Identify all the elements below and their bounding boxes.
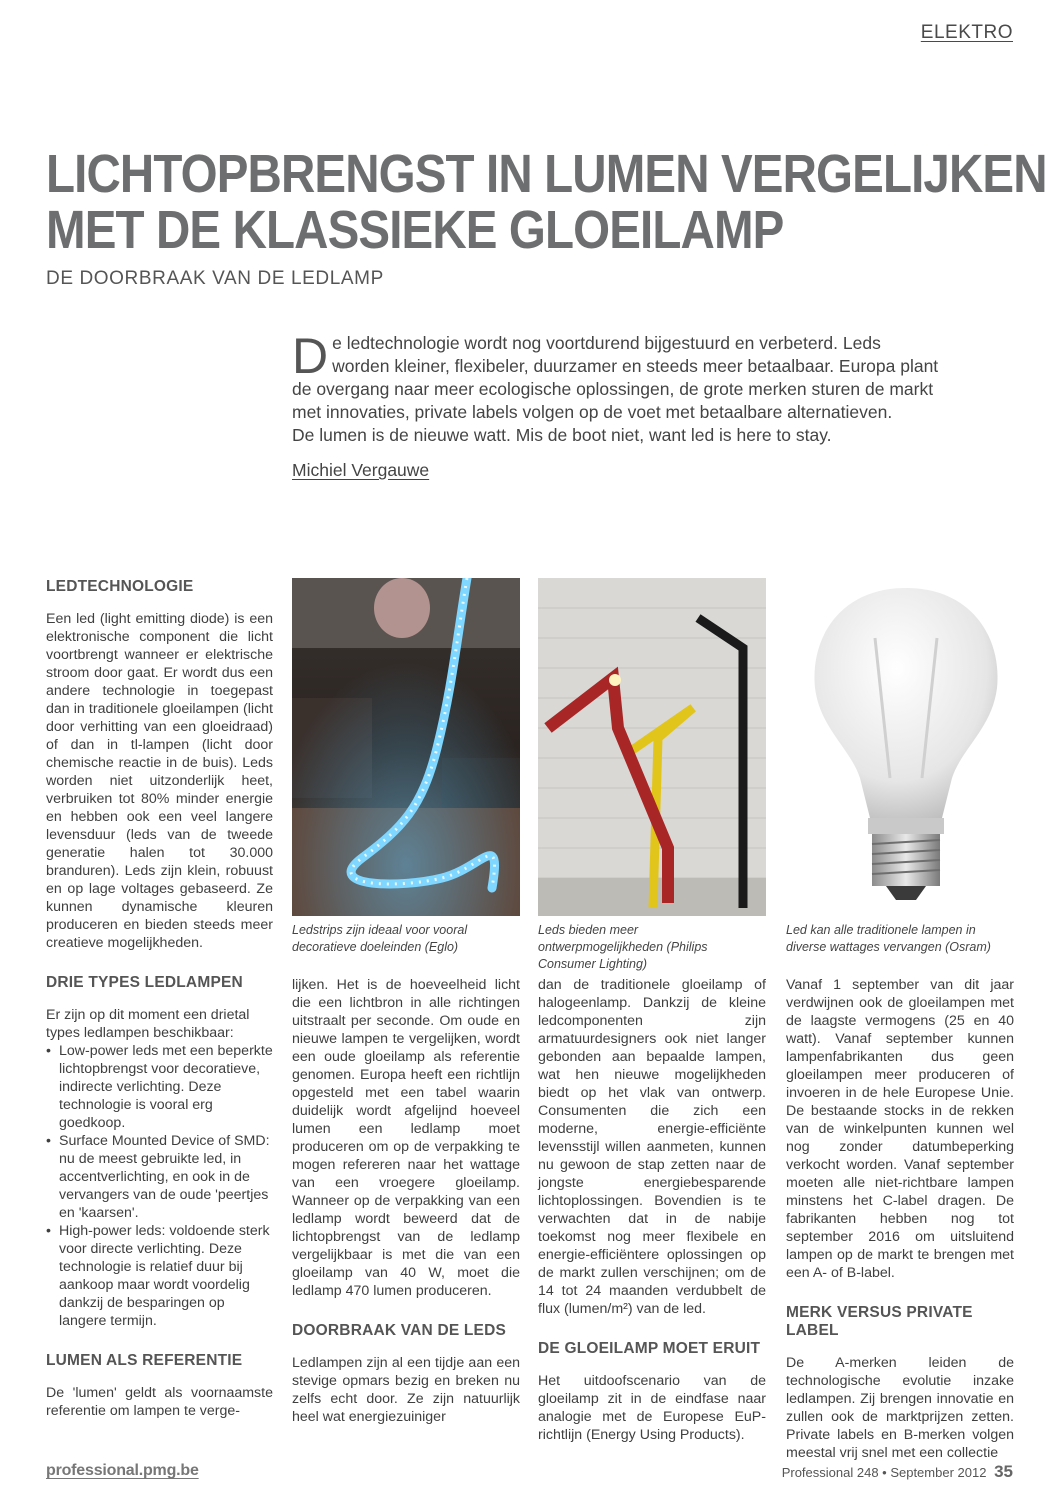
heading-gloeilamp: DE GLOEILAMP MOET ERUIT: [538, 1340, 761, 1357]
column-1: [46, 578, 273, 1420]
types-list: [46, 1042, 273, 1330]
intro-text: e ledtechnologie wordt nog voortdurend bijgestuurd en verbeterd. Leds worden kleiner, flexibeler, duurzamer en steeds meer betaalbaar. Europa plant de overgang naar meer ecologische oplossingen, de grote merken sturen de markt met innovaties, private labels volgen op de voet met betaalbare alternatieven.: [292, 333, 939, 422]
paragraph-gloeilamp: Het uitdoofscenario van de gloeilamp zit in de eindfase naar analogie met de Europese EuP-richtlijn (Energy Using Products).: [538, 1373, 766, 1443]
list-item: • Low-power leds met een beperkte lichtopbrengst voor decoratieve, indirecte verlichting. Deze technologie is vooral erg goedkoop.: [46, 1042, 273, 1132]
heading-doorbraak: DOORBRAAK VAN DE LEDS: [292, 1322, 507, 1339]
paragraph-lumen: De 'lumen' geldt als voornaamste referentie om lampen te verge-: [46, 1385, 273, 1419]
author-link[interactable]: Michiel Vergauwe: [292, 460, 430, 480]
paragraph-ledtechnologie: Een led (light emitting diode) is een elektronische component die licht voortbrengt wanneer er elektrische stroom door gaat. Er wordt dus een andere technologie in toegepast dan in traditionele gloeilampen (licht door verhitting van een gloeidraad) of dan in tl-lampen (licht door chemische reactie in de buis). Leds worden niet uitzonderlijk heet, verbruiken tot 80% minder energie en hebben ook een veel langere levensduur (leds van de tweede generatie halen tot 30.000 branduren). Leds zijn klein, robuust en op lage voltages gebaseerd. Ze kunnen dynamische kleuren produceren en bieden steeds meer creatieve mogelijkheden.: [46, 611, 273, 951]
section-tag: ELEKTRO: [920, 22, 1013, 43]
heading-merk: MERK VERSUS PRIVATE LABEL: [786, 1304, 973, 1339]
heading-drie-types: DRIE TYPES LEDLAMPEN: [46, 974, 243, 991]
heading-lumen: LUMEN ALS REFERENTIE: [46, 1352, 243, 1369]
footer-issue: [782, 1462, 1013, 1482]
intro-paragraph: [292, 328, 942, 447]
photo-design-lamps: [538, 578, 766, 916]
paragraph-doorbraak-cont: dan de traditionele gloeilamp of halogeenlamp. Dankzij de kleine ledcomponenten zijn armatuurdesigners ook niet langer gebonden aan bepaalde lampen, wat hen nieuwe mogelijkheden biedt op het vlak van ontwerp. Consumenten die zich een moderne, energie-efficiënte levensstijl willen aanmeten, kunnen nu gewoon de stap zetten naar de jongste energiebesparende lichtoplossingen. Bovendien is te verwachten dat in de nabije toekomst nog meer flexibele en energie-efficiëntere oplossingen op de markt zullen verschijnen; om de 14 tot 24 maanden verdubbelt de flux (lumen/m²) van de led.: [538, 977, 766, 1317]
article-title: [46, 144, 1047, 260]
caption-design-lamps: Leds bieden meer ontwerpmogelijkheden (Philips Consumer Lighting): [538, 923, 708, 971]
article-subtitle: DE DOORBRAAK VAN DE LEDLAMP: [46, 268, 384, 289]
photo-ledstrip: [292, 578, 520, 916]
column-4: [786, 976, 1014, 1462]
paragraph-doorbraak: Ledlampen zijn al een tijdje aan een stevige opmars bezig en breken nu zelfs echt door. Ze zijn natuurlijk heel wat energiezuiniger: [292, 1355, 520, 1425]
photo-led-bulb: [790, 578, 1022, 916]
page-number: 35: [994, 1462, 1013, 1481]
drop-cap: D: [292, 328, 329, 384]
issue-info: Professional 248 • September 2012: [781, 1465, 987, 1480]
column-2: [292, 976, 520, 1426]
paragraph-lumen-cont: lijken. Het is de hoeveelheid licht die een lichtbron in alle richtingen uitstraalt per seconde. Om oude en nieuwe lampen te vergelijken, wordt een oude gloeilamp als referentie genomen. Europa heeft een richtlijn opgesteld met een tabel waarin duidelijk wordt afgelijnd hoeveel lumen een ledlamp moet produceren om op de verpakking te mogen refereren naar het wattage van een vroegere gloeilamp. Wanneer op de verpakking van een ledlamp wordt beweerd dat de lichtopbrengst van de ledlamp vergelijkbaar is met die van een gloeilamp van 40 W, moet die ledlamp 470 lumen produceren.: [292, 977, 520, 1299]
caption-ledstrip: Ledstrips zijn ideaal voor vooral decoratieve doeleinden (Eglo): [292, 923, 468, 954]
column-3: [538, 976, 766, 1444]
paragraph-drie-types: Er zijn op dit moment een drietal types ledlampen beschikbaar:: [46, 1007, 250, 1041]
list-item: • High-power leds: voldoende sterk voor directe verlichting. Deze technologie is relatief duur bij aankoop maar wordt voordelig dankzij de besparingen op langere termijn.: [46, 1222, 273, 1330]
list-item: • Surface Mounted Device of SMD: nu de meest gebruikte led, in accentverlichting, en ook in de vervangers van de oude 'peertjes en 'kaarsen'.: [46, 1132, 273, 1222]
paragraph-gloeilamp-cont: Vanaf 1 september van dit jaar verdwijnen ook de gloeilampen met de laagste vermogens (25 en 40 watt). Vanaf september kunnen lampenfabrikanten dus geen gloeilampen meer produceren of invoeren in de hele Europese Unie. De bestaande stocks in de rekken van de winkelpunten kunnen wel nog zonder datumbeperking verkocht worden. Vanaf september moeten alle niet-richtbare lampen minstens het C-label dragen. De fabrikanten hebben nog tot september 2016 om uitsluitend lampen op de markt te brengen met een A- of B-label.: [786, 977, 1014, 1281]
paragraph-merk: De A-merken leiden de technologische evolutie inzake ledlampen. Zij brengen innovatie en zullen ook de marktprijzen zetten. Private labels en B-merken volgen meestal vrij snel met een collectie: [786, 1355, 1014, 1461]
caption-led-bulb: Led kan alle traditionele lampen in diverse wattages vervangen (Osram): [786, 923, 991, 954]
heading-ledtechnologie: LEDTECHNOLOGIE: [46, 578, 194, 595]
title-line-2: MET DE KLASSIEKE GLOEILAMP: [46, 200, 784, 260]
title-line-1: LICHTOPBRENGST IN LUMEN VERGELIJKEN: [46, 144, 1047, 204]
footer-website-link[interactable]: professional.pmg.be: [46, 1462, 199, 1479]
intro-text-2: De lumen is de nieuwe watt. Mis de boot niet, want led is here to stay.: [292, 425, 832, 445]
